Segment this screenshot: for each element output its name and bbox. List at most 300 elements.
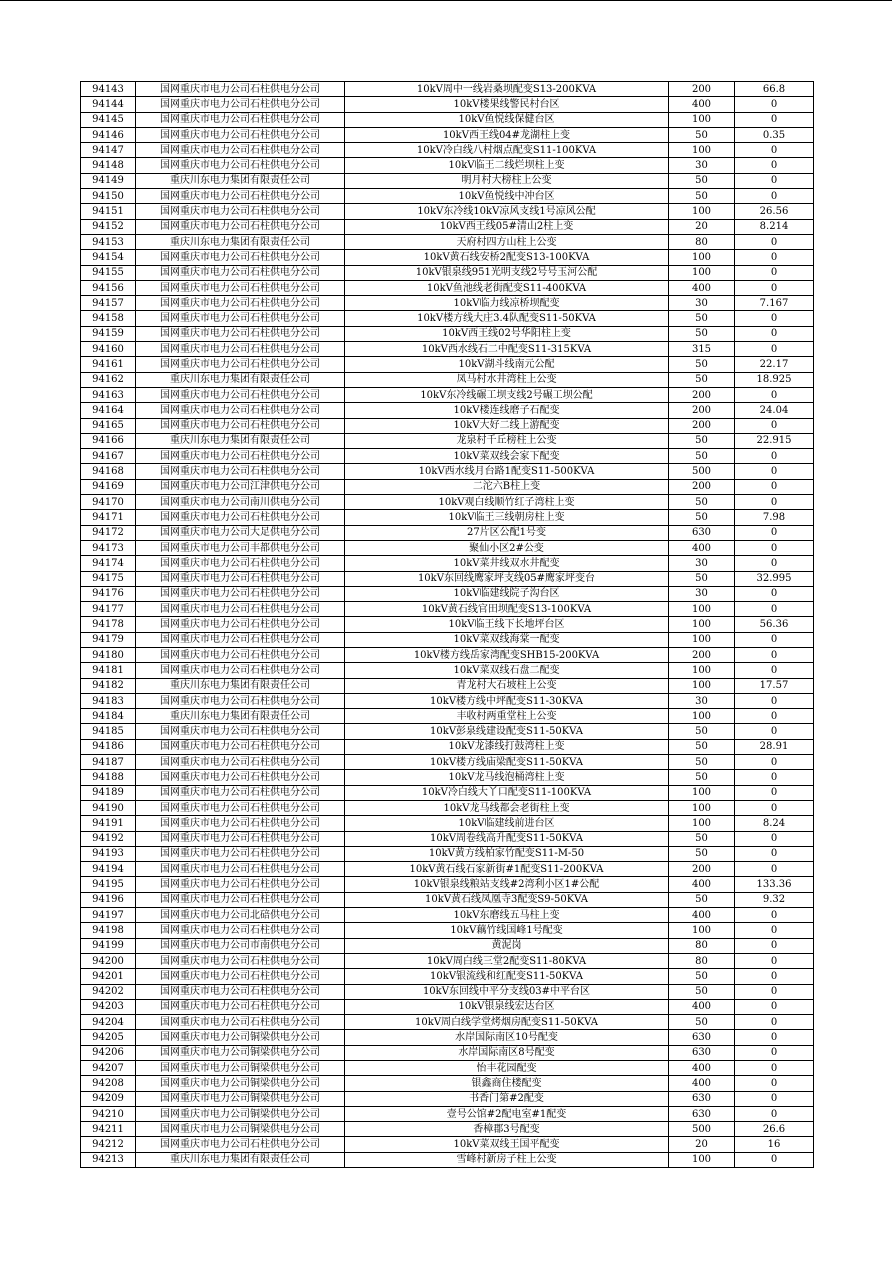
capacity-cell: 200 <box>669 418 735 433</box>
row-id-cell: 94147 <box>81 143 136 158</box>
value-cell: 0 <box>735 525 814 540</box>
row-id-cell: 94182 <box>81 678 136 693</box>
capacity-cell: 50 <box>669 173 735 188</box>
row-id-cell: 94173 <box>81 540 136 555</box>
row-id-cell: 94162 <box>81 372 136 387</box>
transformer-name-cell: 10kV菜双线海棠一配变 <box>345 632 669 647</box>
row-id-cell: 94153 <box>81 234 136 249</box>
capacity-cell: 50 <box>669 571 735 586</box>
table-row <box>81 999 814 1014</box>
value-cell: 0 <box>735 953 814 968</box>
transformer-name-cell: 10kV湖斗线南元公配 <box>345 357 669 372</box>
company-cell: 国网重庆市电力公司石柱供电分公司 <box>136 250 345 265</box>
row-id-cell: 94191 <box>81 816 136 831</box>
row-id-cell: 94188 <box>81 770 136 785</box>
transformer-name-cell: 10kV西王线05#清山2柱上变 <box>345 219 669 234</box>
capacity-cell: 100 <box>669 1152 735 1167</box>
capacity-cell: 500 <box>669 464 735 479</box>
company-cell: 国网重庆市电力公司石柱供电分公司 <box>136 204 345 219</box>
capacity-cell: 630 <box>669 1030 735 1045</box>
capacity-cell: 50 <box>669 984 735 999</box>
value-cell: 0 <box>735 265 814 280</box>
capacity-cell: 50 <box>669 846 735 861</box>
company-cell: 重庆川东电力集团有限责任公司 <box>136 1152 345 1167</box>
table-row <box>81 280 814 295</box>
table-row <box>81 846 814 861</box>
row-id-cell: 94193 <box>81 846 136 861</box>
row-id-cell: 94172 <box>81 525 136 540</box>
company-cell: 国网重庆市电力公司石柱供电分公司 <box>136 693 345 708</box>
value-cell: 0 <box>735 770 814 785</box>
transformer-name-cell: 10kV东磨线五马柱上变 <box>345 908 669 923</box>
capacity-cell: 50 <box>669 739 735 754</box>
row-id-cell: 94198 <box>81 923 136 938</box>
row-id-cell: 94181 <box>81 663 136 678</box>
transformer-name-cell: 10kV黄方线柏家竹配变S11-M-50 <box>345 846 669 861</box>
table-row <box>81 433 814 448</box>
company-cell: 国网重庆市电力公司石柱供电分公司 <box>136 158 345 173</box>
company-cell: 国网重庆市电力公司石柱供电分公司 <box>136 510 345 525</box>
company-cell: 国网重庆市电力公司石柱供电分公司 <box>136 464 345 479</box>
value-cell: 0 <box>735 495 814 510</box>
capacity-cell: 200 <box>669 403 735 418</box>
company-cell: 国网重庆市电力公司铜梁供电分公司 <box>136 1045 345 1060</box>
value-cell: 0 <box>735 724 814 739</box>
value-cell: 0 <box>735 862 814 877</box>
capacity-cell: 20 <box>669 219 735 234</box>
value-cell: 0 <box>735 1076 814 1091</box>
row-id-cell: 94165 <box>81 418 136 433</box>
transformer-name-cell: 10kV西水线石二中配变S11-315KVA <box>345 342 669 357</box>
row-id-cell: 94187 <box>81 755 136 770</box>
table-row <box>81 127 814 142</box>
capacity-cell: 100 <box>669 143 735 158</box>
company-cell: 国网重庆市电力公司石柱供电分公司 <box>136 189 345 204</box>
company-cell: 国网重庆市电力公司石柱供电分公司 <box>136 265 345 280</box>
table-row <box>81 938 814 953</box>
page-top-rule <box>0 0 892 1</box>
value-cell: 0 <box>735 173 814 188</box>
table-row <box>81 311 814 326</box>
value-cell: 0 <box>735 1061 814 1076</box>
capacity-cell: 50 <box>669 127 735 142</box>
row-id-cell: 94180 <box>81 647 136 662</box>
company-cell: 国网重庆市电力公司大足供电分公司 <box>136 525 345 540</box>
table-row <box>81 1076 814 1091</box>
capacity-cell: 100 <box>669 112 735 127</box>
company-cell: 国网重庆市电力公司石柱供电分公司 <box>136 785 345 800</box>
capacity-cell: 50 <box>669 892 735 907</box>
capacity-cell: 400 <box>669 999 735 1014</box>
row-id-cell: 94157 <box>81 296 136 311</box>
transformer-name-cell: 丰收村两重堂柱上公变 <box>345 709 669 724</box>
value-cell: 7.167 <box>735 296 814 311</box>
company-cell: 国网重庆市电力公司石柱供电分公司 <box>136 632 345 647</box>
company-cell: 国网重庆市电力公司石柱供电分公司 <box>136 97 345 112</box>
transformer-name-cell: 10kV藕竹线国峰1号配变 <box>345 923 669 938</box>
row-id-cell: 94158 <box>81 311 136 326</box>
transformer-name-cell: 10kV楼方线大庄3.4队配变S11-50KVA <box>345 311 669 326</box>
row-id-cell: 94177 <box>81 602 136 617</box>
capacity-cell: 100 <box>669 663 735 678</box>
company-cell: 国网重庆市电力公司石柱供电分公司 <box>136 923 345 938</box>
capacity-cell: 100 <box>669 265 735 280</box>
transformer-name-cell: 龙泉村千丘榜柱上公变 <box>345 433 669 448</box>
table-row <box>81 571 814 586</box>
transformer-name-cell: 二沱六B柱上变 <box>345 479 669 494</box>
capacity-cell: 50 <box>669 372 735 387</box>
table-row <box>81 265 814 280</box>
table-row <box>81 250 814 265</box>
table-row <box>81 143 814 158</box>
table-row <box>81 234 814 249</box>
table-row <box>81 709 814 724</box>
company-cell: 国网重庆市电力公司北碚供电分公司 <box>136 908 345 923</box>
company-cell: 国网重庆市电力公司石柱供电分公司 <box>136 342 345 357</box>
row-id-cell: 94150 <box>81 189 136 204</box>
row-id-cell: 94202 <box>81 984 136 999</box>
table-body <box>81 82 814 1168</box>
row-id-cell: 94178 <box>81 617 136 632</box>
table-row <box>81 755 814 770</box>
transformer-name-cell: 10kV冷白线大丫口配变S11-100KVA <box>345 785 669 800</box>
row-id-cell: 94143 <box>81 82 136 97</box>
row-id-cell: 94211 <box>81 1122 136 1137</box>
row-id-cell: 94196 <box>81 892 136 907</box>
transformer-name-cell: 10kV菜双线石盘二配变 <box>345 663 669 678</box>
capacity-cell: 400 <box>669 97 735 112</box>
capacity-cell: 630 <box>669 1091 735 1106</box>
capacity-cell: 50 <box>669 189 735 204</box>
value-cell: 0 <box>735 97 814 112</box>
row-id-cell: 94148 <box>81 158 136 173</box>
table-row <box>81 173 814 188</box>
value-cell: 0 <box>735 556 814 571</box>
value-cell: 0 <box>735 112 814 127</box>
table-row <box>81 418 814 433</box>
company-cell: 国网重庆市电力公司石柱供电分公司 <box>136 602 345 617</box>
value-cell: 16 <box>735 1137 814 1152</box>
company-cell: 重庆川东电力集团有限责任公司 <box>136 709 345 724</box>
value-cell: 0 <box>735 785 814 800</box>
transformer-name-cell: 10kV东回线中平分支线03#中平台区 <box>345 984 669 999</box>
capacity-cell: 400 <box>669 1061 735 1076</box>
company-cell: 国网重庆市电力公司石柱供电分公司 <box>136 556 345 571</box>
capacity-cell: 50 <box>669 433 735 448</box>
company-cell: 国网重庆市电力公司铜梁供电分公司 <box>136 1091 345 1106</box>
table-row <box>81 326 814 341</box>
value-cell: 0 <box>735 1091 814 1106</box>
transformer-name-cell: 10kV西王线04#龙湖柱上变 <box>345 127 669 142</box>
value-cell: 0 <box>735 647 814 662</box>
row-id-cell: 94156 <box>81 280 136 295</box>
value-cell: 0 <box>735 831 814 846</box>
table-row <box>81 617 814 632</box>
transformer-name-cell: 10kV大好二线上游配变 <box>345 418 669 433</box>
value-cell: 9.32 <box>735 892 814 907</box>
row-id-cell: 94146 <box>81 127 136 142</box>
value-cell: 56.36 <box>735 617 814 632</box>
row-id-cell: 94166 <box>81 433 136 448</box>
transformer-name-cell: 10kV楼方线庙梁配变S11-50KVA <box>345 755 669 770</box>
row-id-cell: 94185 <box>81 724 136 739</box>
capacity-cell: 50 <box>669 755 735 770</box>
transformer-name-cell: 10kV楼方线岳家湾配变SHB15-200KVA <box>345 647 669 662</box>
transformer-name-cell: 10kV鱼池线老街配变S11-400KVA <box>345 280 669 295</box>
company-cell: 国网重庆市电力公司铜梁供电分公司 <box>136 1061 345 1076</box>
transformer-name-cell: 雪峰村新房子柱上公变 <box>345 1152 669 1167</box>
value-cell: 0 <box>735 999 814 1014</box>
company-cell: 重庆川东电力集团有限责任公司 <box>136 678 345 693</box>
capacity-cell: 630 <box>669 1045 735 1060</box>
value-cell: 0 <box>735 800 814 815</box>
company-cell: 国网重庆市电力公司石柱供电分公司 <box>136 1137 345 1152</box>
value-cell: 0.35 <box>735 127 814 142</box>
table-row <box>81 449 814 464</box>
transformer-name-cell: 10kV黄石线石家新街#1配变S11-200KVA <box>345 862 669 877</box>
capacity-cell: 100 <box>669 250 735 265</box>
capacity-cell: 100 <box>669 204 735 219</box>
capacity-cell: 100 <box>669 816 735 831</box>
value-cell: 0 <box>735 280 814 295</box>
transformer-name-cell: 青龙村大石坡柱上公变 <box>345 678 669 693</box>
capacity-cell: 400 <box>669 280 735 295</box>
row-id-cell: 94212 <box>81 1137 136 1152</box>
company-cell: 国网重庆市电力公司石柱供电分公司 <box>136 724 345 739</box>
transformer-name-cell: 10kV菜井线双水井配变 <box>345 556 669 571</box>
table-row <box>81 464 814 479</box>
transformer-name-cell: 10kV黄石线凤凰寺3配变S9-50KVA <box>345 892 669 907</box>
transformer-table <box>80 81 814 1168</box>
transformer-name-cell: 10kV鱼悦线中冲台区 <box>345 189 669 204</box>
value-cell: 0 <box>735 464 814 479</box>
row-id-cell: 94149 <box>81 173 136 188</box>
table-row <box>81 724 814 739</box>
table-row <box>81 525 814 540</box>
capacity-cell: 50 <box>669 724 735 739</box>
company-cell: 国网重庆市电力公司石柱供电分公司 <box>136 892 345 907</box>
table-row <box>81 663 814 678</box>
value-cell: 0 <box>735 540 814 555</box>
table-row <box>81 296 814 311</box>
transformer-name-cell: 27片区公配1号变 <box>345 525 669 540</box>
row-id-cell: 94200 <box>81 953 136 968</box>
company-cell: 国网重庆市电力公司石柱供电分公司 <box>136 770 345 785</box>
transformer-name-cell: 天府村四方山柱上公变 <box>345 234 669 249</box>
transformer-name-cell: 聚仙小区2#公变 <box>345 540 669 555</box>
capacity-cell: 100 <box>669 617 735 632</box>
table-row <box>81 479 814 494</box>
value-cell: 0 <box>735 938 814 953</box>
table-row <box>81 831 814 846</box>
capacity-cell: 30 <box>669 693 735 708</box>
value-cell: 0 <box>735 908 814 923</box>
capacity-cell: 630 <box>669 1106 735 1121</box>
capacity-cell: 50 <box>669 770 735 785</box>
transformer-name-cell: 10kV临力线凉桥坝配变 <box>345 296 669 311</box>
value-cell: 133.36 <box>735 877 814 892</box>
capacity-cell: 200 <box>669 82 735 97</box>
value-cell: 0 <box>735 709 814 724</box>
company-cell: 国网重庆市电力公司石柱供电分公司 <box>136 816 345 831</box>
row-id-cell: 94189 <box>81 785 136 800</box>
table-row <box>81 892 814 907</box>
transformer-name-cell: 10kV楼方线中坪配变S11-30KVA <box>345 693 669 708</box>
row-id-cell: 94184 <box>81 709 136 724</box>
value-cell: 28.91 <box>735 739 814 754</box>
transformer-name-cell: 10kV东冷线10kV凉风支线1号凉风公配 <box>345 204 669 219</box>
value-cell: 0 <box>735 189 814 204</box>
table-row <box>81 403 814 418</box>
row-id-cell: 94210 <box>81 1106 136 1121</box>
capacity-cell: 50 <box>669 1015 735 1030</box>
capacity-cell: 50 <box>669 449 735 464</box>
value-cell: 0 <box>735 234 814 249</box>
row-id-cell: 94167 <box>81 449 136 464</box>
capacity-cell: 20 <box>669 1137 735 1152</box>
value-cell: 66.8 <box>735 82 814 97</box>
transformer-name-cell: 10kV鱼悦线保健台区 <box>345 112 669 127</box>
company-cell: 国网重庆市电力公司石柱供电分公司 <box>136 846 345 861</box>
company-cell: 国网重庆市电力公司石柱供电分公司 <box>136 219 345 234</box>
transformer-name-cell: 凤马村水井湾柱上公变 <box>345 372 669 387</box>
table-row <box>81 189 814 204</box>
row-id-cell: 94170 <box>81 495 136 510</box>
value-cell: 0 <box>735 250 814 265</box>
company-cell: 国网重庆市电力公司石柱供电分公司 <box>136 800 345 815</box>
table-row <box>81 540 814 555</box>
row-id-cell: 94160 <box>81 342 136 357</box>
value-cell: 0 <box>735 663 814 678</box>
table-row <box>81 342 814 357</box>
transformer-name-cell: 10kV临王三线朝房柱上变 <box>345 510 669 525</box>
capacity-cell: 50 <box>669 311 735 326</box>
value-cell: 0 <box>735 846 814 861</box>
company-cell: 国网重庆市电力公司丰都供电分公司 <box>136 540 345 555</box>
company-cell: 国网重庆市电力公司石柱供电分公司 <box>136 571 345 586</box>
company-cell: 国网重庆市电力公司石柱供电分公司 <box>136 112 345 127</box>
table-row <box>81 586 814 601</box>
table-row <box>81 112 814 127</box>
value-cell: 0 <box>735 342 814 357</box>
value-cell: 0 <box>735 1152 814 1167</box>
row-id-cell: 94179 <box>81 632 136 647</box>
company-cell: 国网重庆市电力公司南川供电分公司 <box>136 495 345 510</box>
table-row <box>81 219 814 234</box>
table-row <box>81 693 814 708</box>
row-id-cell: 94207 <box>81 1061 136 1076</box>
transformer-name-cell: 10kV菜双线会家下配变 <box>345 449 669 464</box>
capacity-cell: 200 <box>669 647 735 662</box>
table-row <box>81 647 814 662</box>
row-id-cell: 94201 <box>81 969 136 984</box>
transformer-name-cell: 10kV银泉线951光明支线2号号玉河公配 <box>345 265 669 280</box>
table-row <box>81 800 814 815</box>
company-cell: 国网重庆市电力公司市南供电分公司 <box>136 938 345 953</box>
capacity-cell: 100 <box>669 709 735 724</box>
value-cell: 0 <box>735 158 814 173</box>
capacity-cell: 200 <box>669 479 735 494</box>
capacity-cell: 315 <box>669 342 735 357</box>
value-cell: 18.925 <box>735 372 814 387</box>
row-id-cell: 94151 <box>81 204 136 219</box>
transformer-name-cell: 银鑫商住楼配变 <box>345 1076 669 1091</box>
table-row <box>81 1061 814 1076</box>
transformer-name-cell: 10kV彭泉线建设配变S11-50KVA <box>345 724 669 739</box>
capacity-cell: 50 <box>669 495 735 510</box>
transformer-name-cell: 壹号公馆#2配电室#1配变 <box>345 1106 669 1121</box>
row-id-cell: 94174 <box>81 556 136 571</box>
table-row <box>81 739 814 754</box>
company-cell: 国网重庆市电力公司石柱供电分公司 <box>136 755 345 770</box>
company-cell: 国网重庆市电力公司石柱供电分公司 <box>136 357 345 372</box>
value-cell: 0 <box>735 1045 814 1060</box>
transformer-name-cell: 香樟郡3号配变 <box>345 1122 669 1137</box>
company-cell: 国网重庆市电力公司石柱供电分公司 <box>136 862 345 877</box>
row-id-cell: 94197 <box>81 908 136 923</box>
company-cell: 国网重庆市电力公司石柱供电分公司 <box>136 999 345 1014</box>
value-cell: 0 <box>735 755 814 770</box>
table-row <box>81 816 814 831</box>
value-cell: 0 <box>735 449 814 464</box>
row-id-cell: 94199 <box>81 938 136 953</box>
company-cell: 重庆川东电力集团有限责任公司 <box>136 234 345 249</box>
row-id-cell: 94169 <box>81 479 136 494</box>
row-id-cell: 94213 <box>81 1152 136 1167</box>
transformer-name-cell: 水岸国际南区10号配变 <box>345 1030 669 1045</box>
row-id-cell: 94155 <box>81 265 136 280</box>
capacity-cell: 50 <box>669 969 735 984</box>
capacity-cell: 50 <box>669 357 735 372</box>
table-row <box>81 1015 814 1030</box>
value-cell: 0 <box>735 602 814 617</box>
table-row <box>81 556 814 571</box>
company-cell: 重庆川东电力集团有限责任公司 <box>136 433 345 448</box>
table-row <box>81 632 814 647</box>
transformer-name-cell: 水岸国际南区8号配变 <box>345 1045 669 1060</box>
value-cell: 17.57 <box>735 678 814 693</box>
value-cell: 0 <box>735 326 814 341</box>
row-id-cell: 94152 <box>81 219 136 234</box>
capacity-cell: 80 <box>669 938 735 953</box>
value-cell: 0 <box>735 693 814 708</box>
company-cell: 国网重庆市电力公司石柱供电分公司 <box>136 984 345 999</box>
company-cell: 国网重庆市电力公司石柱供电分公司 <box>136 877 345 892</box>
table-row <box>81 877 814 892</box>
transformer-name-cell: 10kV东冷线碾工坝支线2号碾工坝公配 <box>345 387 669 402</box>
company-cell: 国网重庆市电力公司石柱供电分公司 <box>136 953 345 968</box>
company-cell: 国网重庆市电力公司石柱供电分公司 <box>136 449 345 464</box>
capacity-cell: 50 <box>669 831 735 846</box>
transformer-name-cell: 10kV冷白线八村烟点配变S11-100KVA <box>345 143 669 158</box>
row-id-cell: 94175 <box>81 571 136 586</box>
row-id-cell: 94145 <box>81 112 136 127</box>
company-cell: 国网重庆市电力公司石柱供电分公司 <box>136 418 345 433</box>
transformer-name-cell: 10kV楼果线警民村台区 <box>345 97 669 112</box>
capacity-cell: 30 <box>669 158 735 173</box>
transformer-name-cell: 怡丰花园配变 <box>345 1061 669 1076</box>
company-cell: 国网重庆市电力公司石柱供电分公司 <box>136 617 345 632</box>
row-id-cell: 94208 <box>81 1076 136 1091</box>
value-cell: 0 <box>735 418 814 433</box>
row-id-cell: 94195 <box>81 877 136 892</box>
table-row <box>81 1137 814 1152</box>
company-cell: 国网重庆市电力公司石柱供电分公司 <box>136 82 345 97</box>
company-cell: 国网重庆市电力公司石柱供电分公司 <box>136 127 345 142</box>
row-id-cell: 94144 <box>81 97 136 112</box>
value-cell: 0 <box>735 1030 814 1045</box>
transformer-name-cell: 10kV周白线学堂烤烟房配变S11-50KVA <box>345 1015 669 1030</box>
